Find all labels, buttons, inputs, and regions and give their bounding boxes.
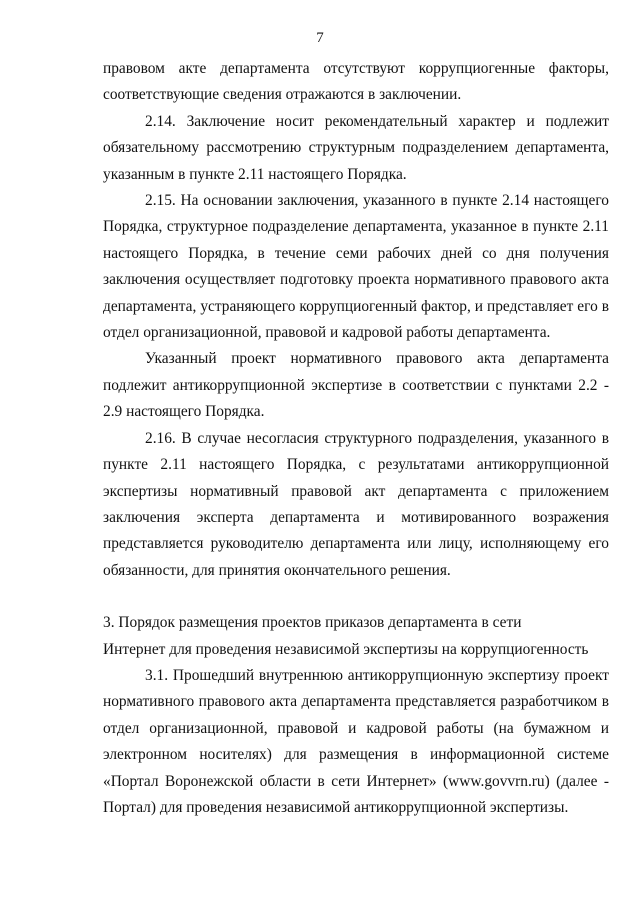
paragraph-continuation: правовом акте департамента отсутствуют коррупциогенные факторы, соответствующие сведения отражаются в заключении. xyxy=(103,60,609,104)
document-body xyxy=(103,56,609,821)
paragraph-2-14: 2.14. Заключение носит рекомендательный характер и подлежит обязательному рассмотрению структурным подразделением департамента, указанным в пункте 2.11 настоящего Порядка. xyxy=(103,112,609,183)
paragraph-3-1: 3.1. Прошедший внутреннюю антикоррупционную экспертизу проект нормативного правового акта департамента представляется разработчиком в отдел организационной, правовой и кадровой работы (на бумажном и электронном носителях) для размещения в информационной системе «Портал Воронежской области в сети Интернет» (www.govvrn.ru) (далее - Портал) для проведения независимой антикоррупционной экспертизы. xyxy=(103,666,609,816)
page-number: 7 xyxy=(316,30,324,46)
paragraph-2-15: 2.15. На основании заключения, указанного в пункте 2.14 настоящего Порядка, структурное подразделение департамента, указанное в пункте 2.11 настоящего Порядка, в течение семи рабочих дней со дня получения заключения осуществляет подготовку проекта нормативного правового акта департамента, устраняющего коррупциогенный фактор, и представляет его в отдел организационной, правовой и кадровой работы департамента. xyxy=(103,192,609,342)
section-3-heading-line-2: Интернет для проведения независимой экспертизы на коррупциогенность xyxy=(103,640,589,658)
section-3 xyxy=(103,610,609,821)
section-3-heading-line-1: 3. Порядок размещения проектов приказов департамента в сети xyxy=(103,614,522,632)
paragraph-2-15-note: Указанный проект нормативного правового акта департамента подлежит антикоррупционной экспертизе в соответствии с пунктами 2.2 - 2.9 настоящего Порядка. xyxy=(103,350,609,421)
paragraph-2-16: 2.16. В случае несогласия структурного подразделения, указанного в пункте 2.11 настоящего Порядка, с результатами антикоррупционной экспертизы нормативный правовой акт департамента с приложением заключения эксперта департамента и мотивированного возражения представляется руководителю департамента или лицу, исполняющему его обязанности, для принятия окончательного решения. xyxy=(103,429,609,579)
